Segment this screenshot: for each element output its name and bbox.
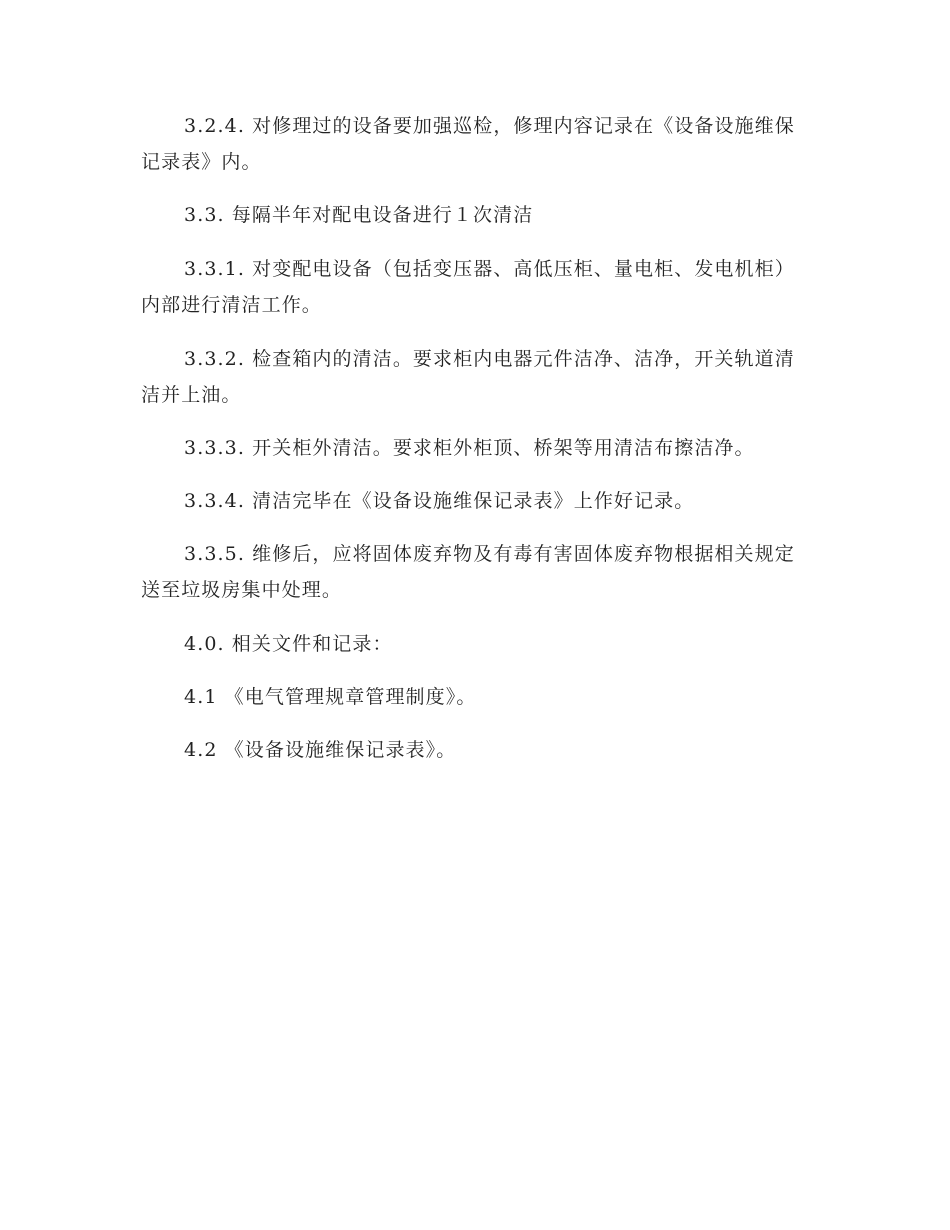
paragraph-3-3: 3.3. 每隔半年对配电设备进行１次清洁 [184,204,534,226]
paragraph-3-3-1: 3.3.1. 对变配电设备（包括变压器、高低压柜、量电柜、发电机柜）内部进行清洁工作。 [141,258,795,316]
paragraph-3-2-4: 3.2.4. 对修理过的设备要加强巡检，修理内容记录在《设备设施维保记录表》内。 [141,115,795,173]
paragraph-3-3-2: 3.3.2. 检查箱内的清洁。要求柜内电器元件洁净、洁净，开关轨道清洁并上油。 [141,348,795,406]
paragraph-4-2: 4.2 《设备设施维保记录表》。 [184,739,457,761]
paragraph-4-0: 4.0. 相关文件和记录： [184,633,393,655]
paragraph-4-1: 4.1 《电气管理规章管理制度》。 [184,686,477,708]
paragraph-3-3-5: 3.3.5. 维修后，应将固体废弃物及有毒有害固体废弃物根据相关规定送至垃圾房集中处理。 [141,543,795,601]
paragraph-3-3-4: 3.3.4. 清洁完毕在《设备设施维保记录表》上作好记录。 [184,490,695,512]
paragraph-3-3-3: 3.3.3. 开关柜外清洁。要求柜外柜顶、桥架等用清洁布擦洁净。 [184,437,755,459]
